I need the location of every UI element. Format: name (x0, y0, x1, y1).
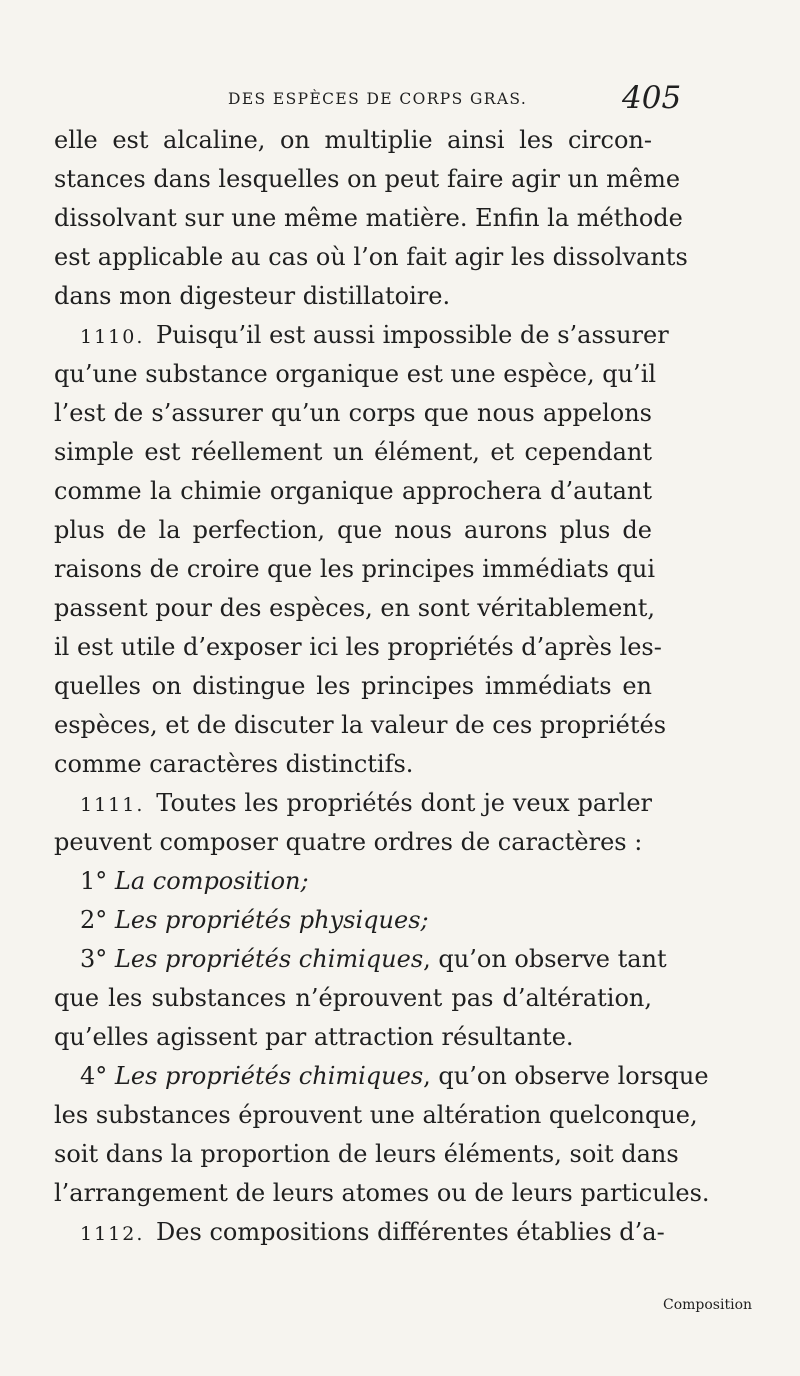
paragraph-number: 1111. (80, 794, 145, 816)
text-segment: , qu’on observe tant (423, 945, 667, 973)
paragraph-number: 1110. (80, 326, 145, 348)
paragraph-number: 1112. (80, 1223, 145, 1245)
paragraph-1111-first-line (54, 784, 652, 823)
text-line: plus de la perfection, que nous aurons plus de (54, 516, 652, 544)
list-item-3 (54, 940, 667, 979)
text-line: stances dans lesquelles on peut faire agir un même (54, 165, 681, 193)
text-segment: , qu’on observe lorsque (423, 1062, 709, 1090)
paragraph-1112-first-line (54, 1213, 665, 1252)
list-item-1 (54, 862, 652, 901)
page-number: 405 (622, 80, 682, 116)
text-segment: Des compositions différentes établies d’a- (156, 1218, 665, 1246)
text-line: est applicable au cas où l’on fait agir les dissolvants (54, 243, 688, 271)
text-line: comme caractères distinctifs. (54, 750, 414, 778)
list-number: 3° (80, 945, 108, 973)
text-line: il est utile d’exposer ici les propriétés d’après les- (54, 633, 662, 661)
text-line: raisons de croire que les principes immédiats qui (54, 555, 656, 583)
text-line: l’est de s’assurer qu’un corps que nous appelons (54, 399, 652, 427)
text-line: peuvent composer quatre ordres de caractères : (54, 828, 643, 856)
text-line: que les substances n’éprouvent pas d’altération, (54, 984, 652, 1012)
text-line: dissolvant sur une même matière. Enfin la méthode (54, 204, 683, 232)
text-line: comme la chimie organique approchera d’autant (54, 477, 652, 505)
paragraph-1110-first-line (54, 316, 669, 355)
body-text (54, 121, 710, 1252)
text-line: soit dans la proportion de leurs éléments, soit dans (54, 1140, 679, 1168)
text-line: qu’elles agissent par attraction résultante. (54, 1023, 574, 1051)
list-item-italic: Les propriétés chimiques (114, 1062, 424, 1090)
text-line: passent pour des espèces, en sont véritablement, (54, 594, 656, 622)
text-line: quelles on distingue les principes immédiats en (54, 672, 652, 700)
list-number: 1° (80, 867, 108, 895)
list-item-italic: La composition; (114, 867, 309, 895)
text-line: qu’une substance organique est une espèce, qu’il (54, 360, 657, 388)
running-head: DES ESPÈCES DE CORPS GRAS. (228, 90, 528, 108)
text-segment: Puisqu’il est aussi impossible de s’assurer (156, 321, 669, 349)
text-line: espèces, et de discuter la valeur de ces propriétés (54, 711, 667, 739)
margin-note: Composition (663, 1297, 753, 1313)
list-item-italic: Les propriétés chimiques (114, 945, 424, 973)
list-number: 2° (80, 906, 108, 934)
list-item-2 (54, 901, 652, 940)
text-line: les substances éprouvent une altération quelconque, (54, 1101, 698, 1129)
list-item-italic: Les propriétés physiques; (114, 906, 429, 934)
list-item-4 (54, 1057, 709, 1096)
text-line: dans mon digesteur distillatoire. (54, 282, 451, 310)
text-line: l’arrangement de leurs atomes ou de leurs particules. (54, 1179, 710, 1207)
text-segment: Toutes les propriétés dont je veux parler (156, 789, 652, 817)
list-number: 4° (80, 1062, 108, 1090)
page-header (0, 80, 800, 120)
text-line: elle est alcaline, on multiplie ainsi les circon- (54, 126, 652, 154)
text-line: simple est réellement un élément, et cependant (54, 438, 652, 466)
